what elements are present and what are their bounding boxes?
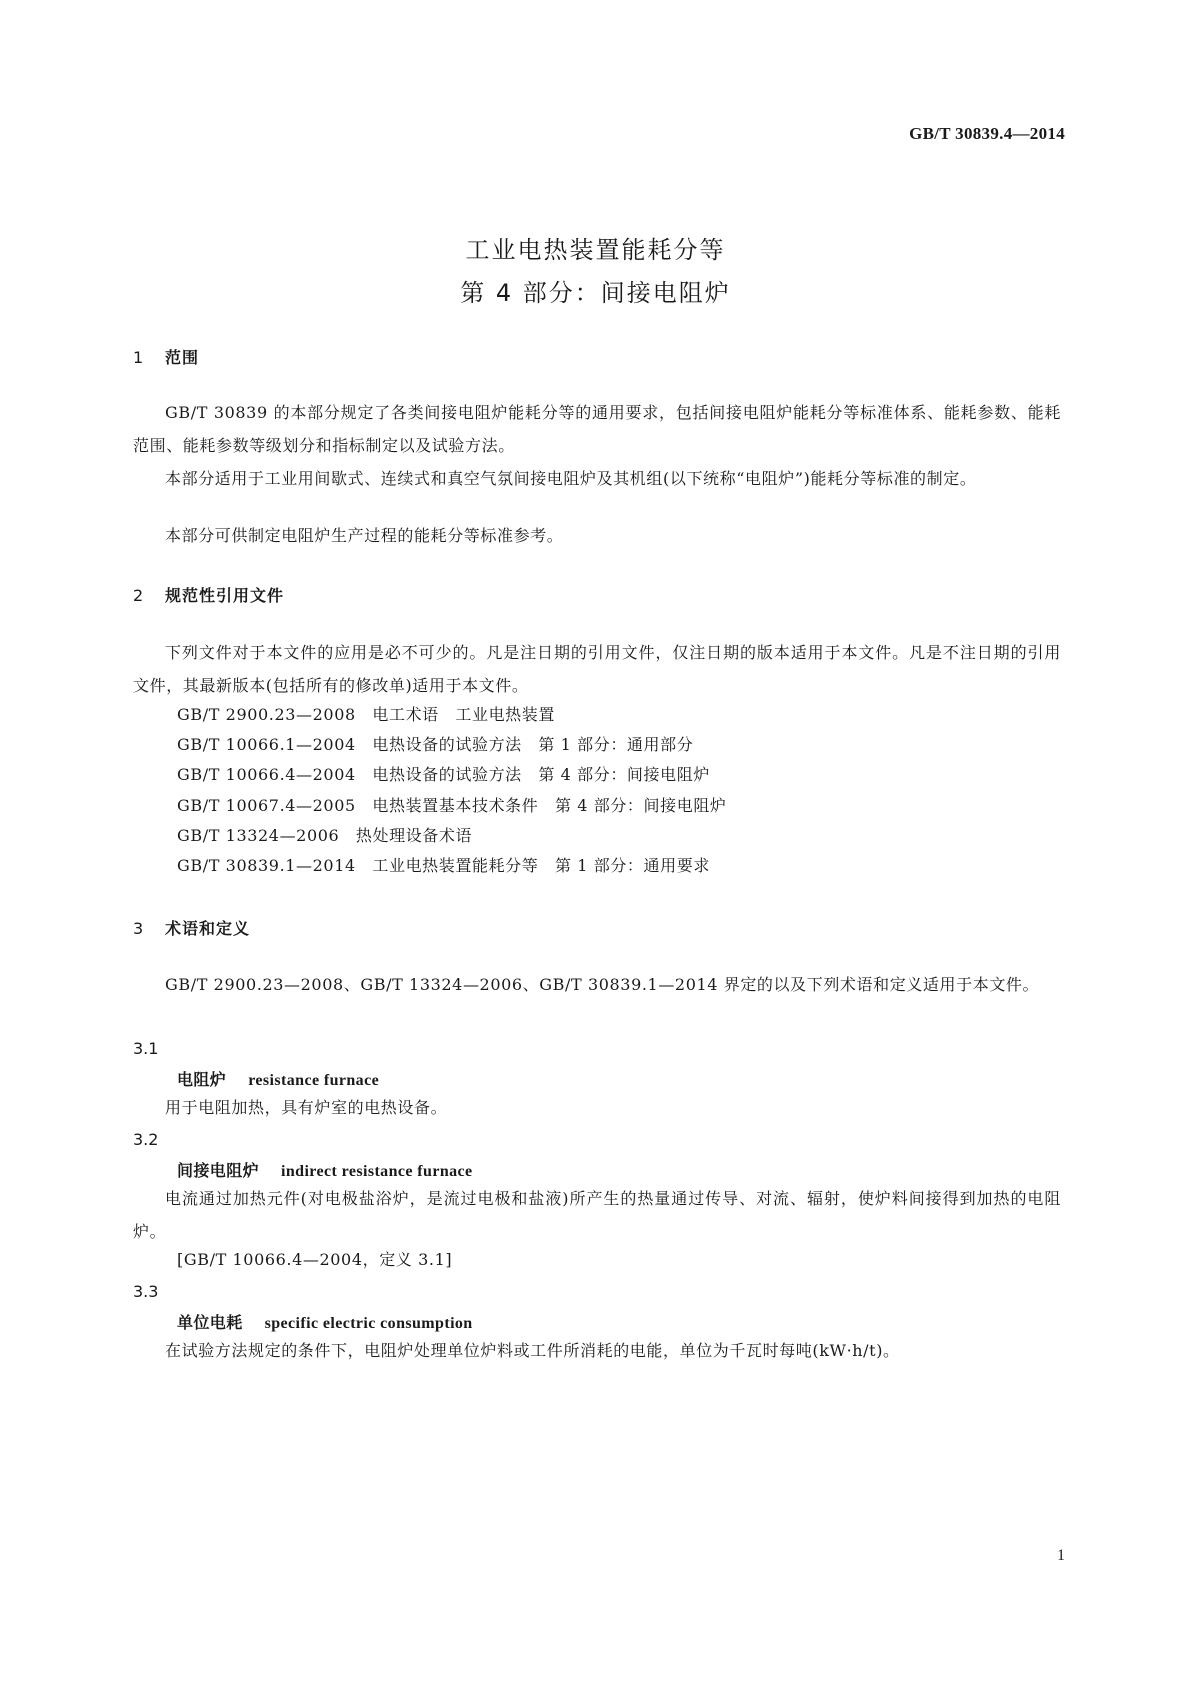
term-entry xyxy=(177,1310,473,1333)
section-1-heading xyxy=(133,345,199,368)
page-number: 1 xyxy=(1057,1547,1065,1564)
clause-number: 3.3 xyxy=(133,1282,159,1301)
term-chinese: 单位电耗 xyxy=(177,1313,243,1332)
term-chinese: 电阻炉 xyxy=(177,1070,227,1089)
clause-number: 3.2 xyxy=(133,1130,159,1149)
section-title: 规范性引用文件 xyxy=(165,586,285,605)
section-number: 2 xyxy=(133,586,145,605)
term-source: [GB/T 10066.4—2004，定义 3.1] xyxy=(177,1250,453,1269)
term-chinese: 间接电阻炉 xyxy=(177,1161,260,1180)
normative-references-intro: 下列文件对于本文件的应用是必不可少的。凡是注日期的引用文件，仅注日期的版本适用于本文件。凡是不注日期的引用文件，其最新版本(包括所有的修改单)适用于本文件。 xyxy=(133,643,1061,695)
document-subtitle: 第 4 部分：间接电阻炉 xyxy=(460,279,731,307)
standard-code: GB/T 30839.4—2014 xyxy=(909,124,1065,143)
term-entry xyxy=(177,1158,473,1181)
section-title: 术语和定义 xyxy=(165,919,251,938)
section-title: 范围 xyxy=(165,348,200,367)
clause-number: 3.1 xyxy=(133,1039,159,1058)
section-number: 3 xyxy=(133,919,145,938)
reference-item: GB/T 13324—2006 热处理设备术语 xyxy=(177,826,473,845)
reference-item: GB/T 30839.1—2014 工业电热装置能耗分等 第 1 部分：通用要求 xyxy=(177,856,710,875)
term-entry xyxy=(177,1067,379,1090)
reference-item: GB/T 10066.1—2004 电热设备的试验方法 第 1 部分：通用部分 xyxy=(177,735,694,754)
reference-item: GB/T 10067.4—2005 电热装置基本技术条件 第 4 部分：间接电阻炉 xyxy=(177,796,727,815)
term-definition: 用于电阻加热，具有炉室的电热设备。 xyxy=(165,1098,448,1117)
reference-item: GB/T 2900.23—2008 电工术语 工业电热装置 xyxy=(177,705,555,724)
scope-paragraph-2: 本部分适用于工业用间歇式、连续式和真空气氛间接电阻炉及其机组(以下统称“电阻炉”)能耗分等标准的制定。 xyxy=(165,469,977,488)
section-2-heading xyxy=(133,583,284,606)
scope-paragraph-1: GB/T 30839 的本部分规定了各类间接电阻炉能耗分等的通用要求，包括间接电阻炉能耗分等标准体系、能耗参数、能耗范围、能耗参数等级划分和指标制定以及试验方法。 xyxy=(133,403,1061,455)
terms-intro: GB/T 2900.23—2008、GB/T 13324—2006、GB/T 30839.1—2014 界定的以及下列术语和定义适用于本文件。 xyxy=(165,975,1040,994)
document-title: 工业电热装置能耗分等 xyxy=(465,236,726,264)
term-english: resistance furnace xyxy=(248,1072,380,1089)
term-definition: 在试验方法规定的条件下，电阻炉处理单位炉料或工件所消耗的电能，单位为千瓦时每吨(kW·h/t)。 xyxy=(165,1341,900,1360)
reference-item: GB/T 10066.4—2004 电热设备的试验方法 第 4 部分：间接电阻炉 xyxy=(177,765,710,784)
section-3-heading xyxy=(133,916,250,939)
section-number: 1 xyxy=(133,348,145,367)
scope-paragraph-3: 本部分可供制定电阻炉生产过程的能耗分等标准参考。 xyxy=(165,526,564,545)
term-definition: 电流通过加热元件(对电极盐浴炉，是流过电极和盐液)所产生的热量通过传导、对流、辐射，使炉料间接得到加热的电阻炉。 xyxy=(133,1189,1061,1241)
term-english: indirect resistance furnace xyxy=(281,1163,473,1180)
term-english: specific electric consumption xyxy=(264,1315,473,1332)
